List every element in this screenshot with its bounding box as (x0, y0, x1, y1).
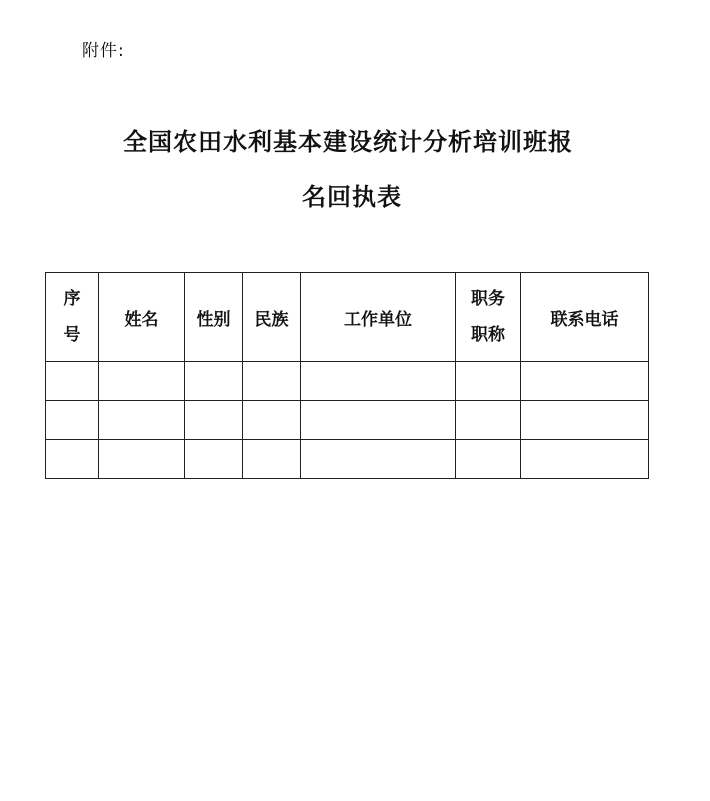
header-phone: 联系电话 (521, 273, 649, 362)
document-title-line-2: 名回执表 (302, 183, 402, 211)
cell-gender[interactable] (185, 440, 243, 479)
header-gender: 性别 (185, 273, 243, 362)
cell-seq[interactable] (46, 401, 99, 440)
cell-ethnicity[interactable] (243, 362, 301, 401)
table-row (46, 440, 649, 479)
cell-position[interactable] (456, 401, 521, 440)
cell-name[interactable] (99, 401, 185, 440)
header-ethnicity: 民族 (243, 273, 301, 362)
cell-position[interactable] (456, 440, 521, 479)
header-name: 姓名 (99, 273, 185, 362)
cell-gender[interactable] (185, 362, 243, 401)
header-position-line1: 职务 (471, 289, 505, 309)
cell-gender[interactable] (185, 401, 243, 440)
cell-ethnicity[interactable] (243, 401, 301, 440)
header-position (456, 273, 521, 362)
header-seq-line1: 序 (63, 289, 81, 309)
cell-name[interactable] (99, 440, 185, 479)
cell-seq[interactable] (46, 440, 99, 479)
cell-name[interactable] (99, 362, 185, 401)
cell-work-unit[interactable] (301, 401, 456, 440)
cell-seq[interactable] (46, 362, 99, 401)
cell-work-unit[interactable] (301, 362, 456, 401)
cell-position[interactable] (456, 362, 521, 401)
cell-ethnicity[interactable] (243, 440, 301, 479)
cell-phone[interactable] (521, 401, 649, 440)
cell-phone[interactable] (521, 362, 649, 401)
header-seq (46, 273, 99, 362)
header-seq-line2: 号 (63, 325, 81, 345)
document-title-line-1: 全国农田水利基本建设统计分析培训班报 (123, 128, 573, 156)
header-work-unit: 工作单位 (301, 273, 456, 362)
attachment-label: 附件: (82, 41, 125, 61)
table-row (46, 362, 649, 401)
cell-work-unit[interactable] (301, 440, 456, 479)
cell-phone[interactable] (521, 440, 649, 479)
table-row (46, 401, 649, 440)
header-position-line2: 职称 (471, 325, 505, 345)
table-header-row (46, 273, 649, 362)
registration-form-table (45, 272, 649, 479)
